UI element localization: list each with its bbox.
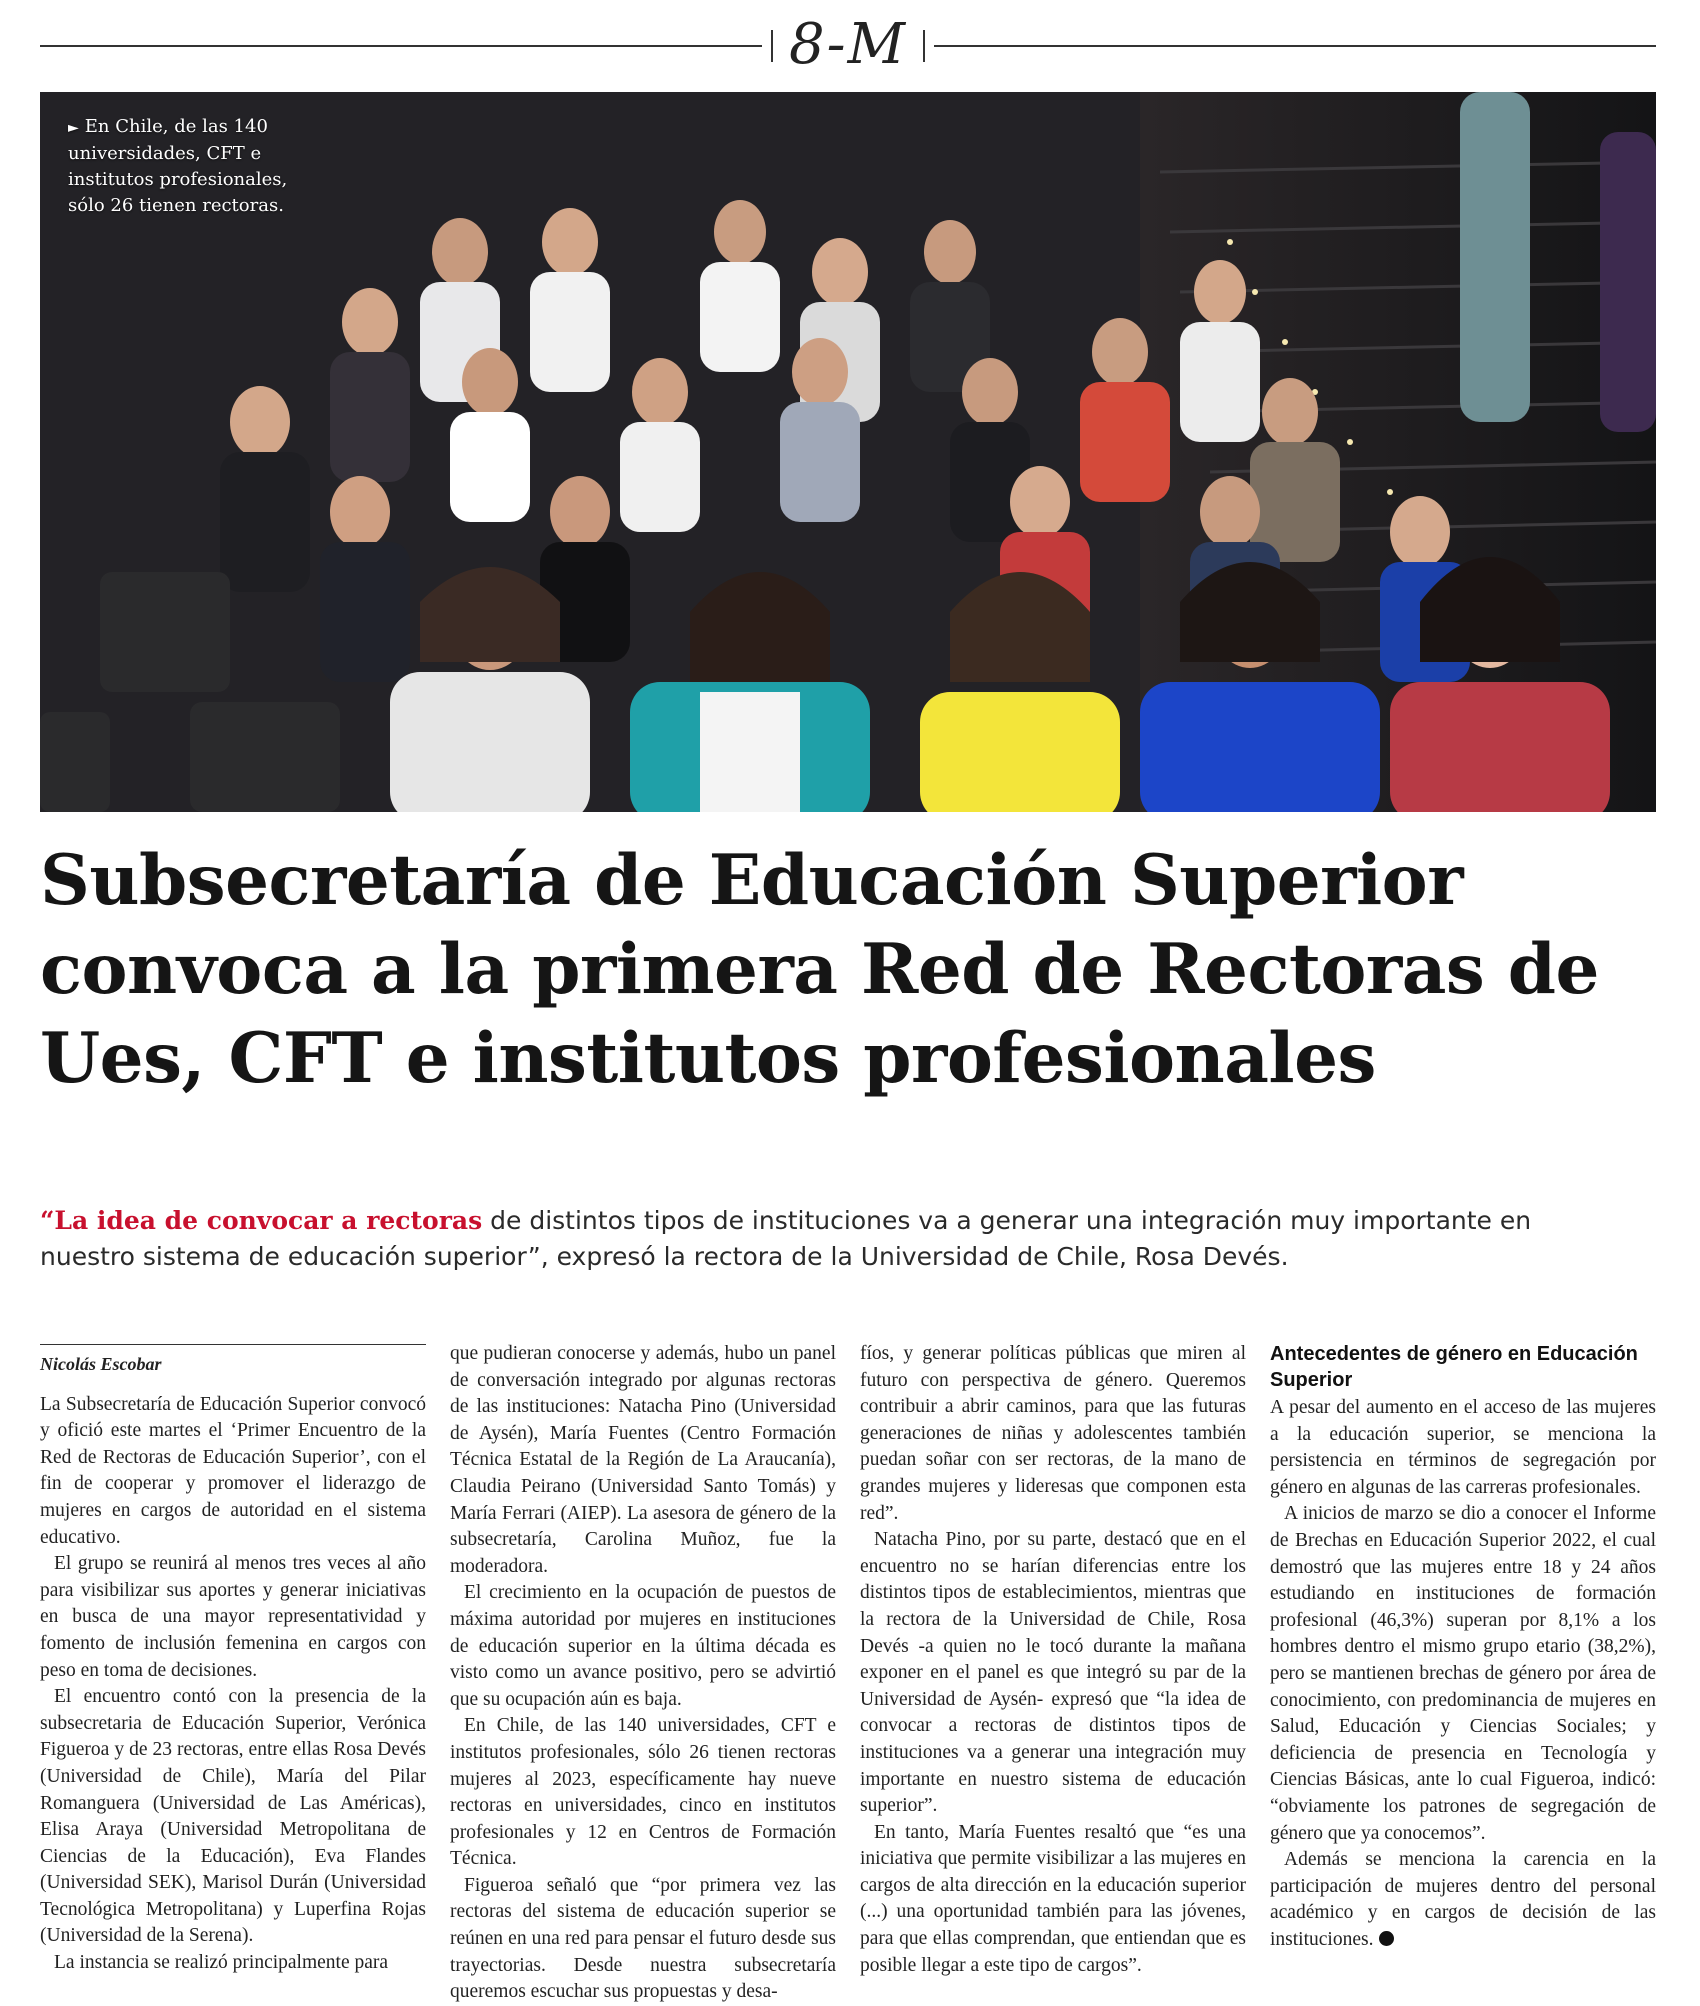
paragraph: El crecimiento en la ocupación de puestos de máxima autoridad por mujeres en instituciones de educación superior en la última década es visto como un avance positivo, pero se advirtió que su ocupación aún es baja.	[450, 1582, 836, 1710]
byline: Nicolás Escobar	[40, 1344, 426, 1378]
header-bar-right	[923, 30, 925, 62]
paragraph: Natacha Pino, por su parte, destacó que en el encuentro no se harían diferencias entre los distintos tipos de establecimientos, mientras que la rectora de la Universidad de Chile, Rosa Devés -a quien no le tocó durante la mañana exponer en el panel es que integró su par de la Universidad de Aysén- expresó que “la idea de convocar a rectoras de distintos tipos de instituciones va a generar una integración muy importante en nuestro sistema de educación superior”.	[860, 1529, 1246, 1817]
paragraph: En tanto, María Fuentes resaltó que “es una iniciativa que permite visibilizar a las mujeres en cargos de alta dirección en la educación superior (...) una oportunidad también para las jóvenes, para que ellas comprendan, que entiendan que es posible llegar a este tipo de cargos”.	[860, 1821, 1246, 1976]
event-photo	[40, 92, 1656, 812]
paragraph: que pudieran conocerse y además, hubo un panel de conversación integrado por algunas rectoras de las instituciones: Natacha Pino (Universidad de Aysén), María Fuentes (Centro Formación Técnica Estatal de la Región de La Araucanía), Claudia Peirano (Universidad Santo Tomás) y María Ferrari (AIEP). La asesora de género de la subsecretaría, Carolina Muñoz, fue la moderadora.	[450, 1343, 836, 1577]
paragraph: fíos, y generar políticas públicas que miren al futuro con perspectiva de género. Queremos contribuir a abrir caminos, para que las futuras generaciones de niñas y adolescentes también puedan soñar con ser rectoras, de la mano de grandes mujeres y lideresas que componen esta red”.	[860, 1343, 1246, 1524]
standfirst	[40, 1203, 1620, 1275]
standfirst-lead: “La idea de convocar a rectoras	[40, 1206, 483, 1235]
end-mark-icon	[1379, 1931, 1394, 1946]
sidebar-title: Antecedentes de género en Educación Superior	[1270, 1343, 1638, 1391]
sidebar-box	[1270, 1341, 1656, 1953]
headline: Subsecretaría de Educación Superior convoca a la primera Red de Rectoras de Ues, CFT e institutos profesionales	[40, 840, 1599, 1099]
standfirst-rest: de distintos tipos de instituciones va a generar una integración muy importante en nuestro sistema de educación superior”, expresó la rectora de la Universidad de Chile, Rosa Devés.	[40, 1206, 1532, 1271]
section-label: 8-M	[789, 12, 907, 77]
paragraph: En Chile, de las 140 universidades, CFT e institutos profesionales, sólo 26 tienen rectoras mujeres al 2023, específicamente hay nueve rectoras en universidades, cinco en institutos profesionales y 12 en Centros de Formación Técnica.	[450, 1715, 836, 1870]
paragraph-text: Además se menciona la carencia en la participación de mujeres dentro del personal académico y en cargos de decisión de las instituciones.	[1270, 1849, 1656, 1950]
paragraph: A inicios de marzo se dio a conocer el Informe de Brechas en Educación Superior 2022, el cual demostró que las mujeres entre 18 y 24 años estudiando en instituciones de formación profesional (46,3%) superan por 8,1% a los hombres dentro el mismo grupo etario (38,2%), pero se mantienen brechas de género por área de conocimiento, con predominancia de mujeres en Salud, Educación y Ciencias Sociales; y deficiencia de presencia en Tecnología y Ciencias Básicas, ante lo cual Figueroa, indicó: “obviamente los patrones de segregación de género que ya conocemos”.	[1270, 1503, 1656, 1844]
paragraph	[1270, 1847, 1656, 1953]
paragraph: La Subsecretaría de Educación Superior convocó y ofició este martes el ‘Primer Encuentro de la Red de Rectoras de Educación Superior’, con el fin de cooperar y promover el liderazgo de mujeres en cargos de autoridad en el sistema educativo.	[40, 1393, 426, 1548]
section-header	[40, 10, 1656, 82]
article-column-2	[450, 1341, 836, 2006]
header-rule-right	[934, 45, 1656, 47]
paragraph: El encuentro contó con la presencia de la subsecretaria de Educación Superior, Verónica Figueroa y de 23 rectoras, entre ellas Rosa Devés (Universidad de Chile), María del Pilar Romanguera (Universidad de Las Américas), Elisa Araya (Universidad Metropolitana de Ciencias de la Educación), Eva Flandes (Universidad SEK), Marisol Durán (Universidad Tecnológica Metropolitana) y Luperfina Rojas (Universidad de la Serena).	[40, 1686, 426, 1947]
paragraph: El grupo se reunirá al menos tres veces al año para visibilizar sus aportes y generar iniciativas en busca de una mayor representatividad y fomento de inclusión femenina en cargos con peso en toma de decisiones.	[40, 1553, 426, 1681]
caption-marker-icon: ►	[68, 120, 79, 136]
paragraph: Figueroa señaló que “por primera vez las rectoras del sistema de educación superior se reúnen en una red para pensar el futuro desde sus trayectorias. Desde nuestra subsecretaría queremos escuchar sus propuestas y desa-	[450, 1874, 836, 2003]
article-column-3	[860, 1341, 1246, 1979]
article-column-1	[40, 1344, 426, 1977]
caption-text: En Chile, de las 140 universidades, CFT e institutos profesionales, sólo 26 tienen rectoras.	[68, 116, 288, 216]
paragraph: A pesar del aumento en el acceso de las mujeres a la educación superior, se menciona la persistencia en términos de segregación por género en algunas de las carreras profesionales.	[1270, 1397, 1656, 1498]
photo-caption	[68, 114, 308, 219]
paragraph: La instancia se realizó principalmente para	[54, 1952, 389, 1974]
